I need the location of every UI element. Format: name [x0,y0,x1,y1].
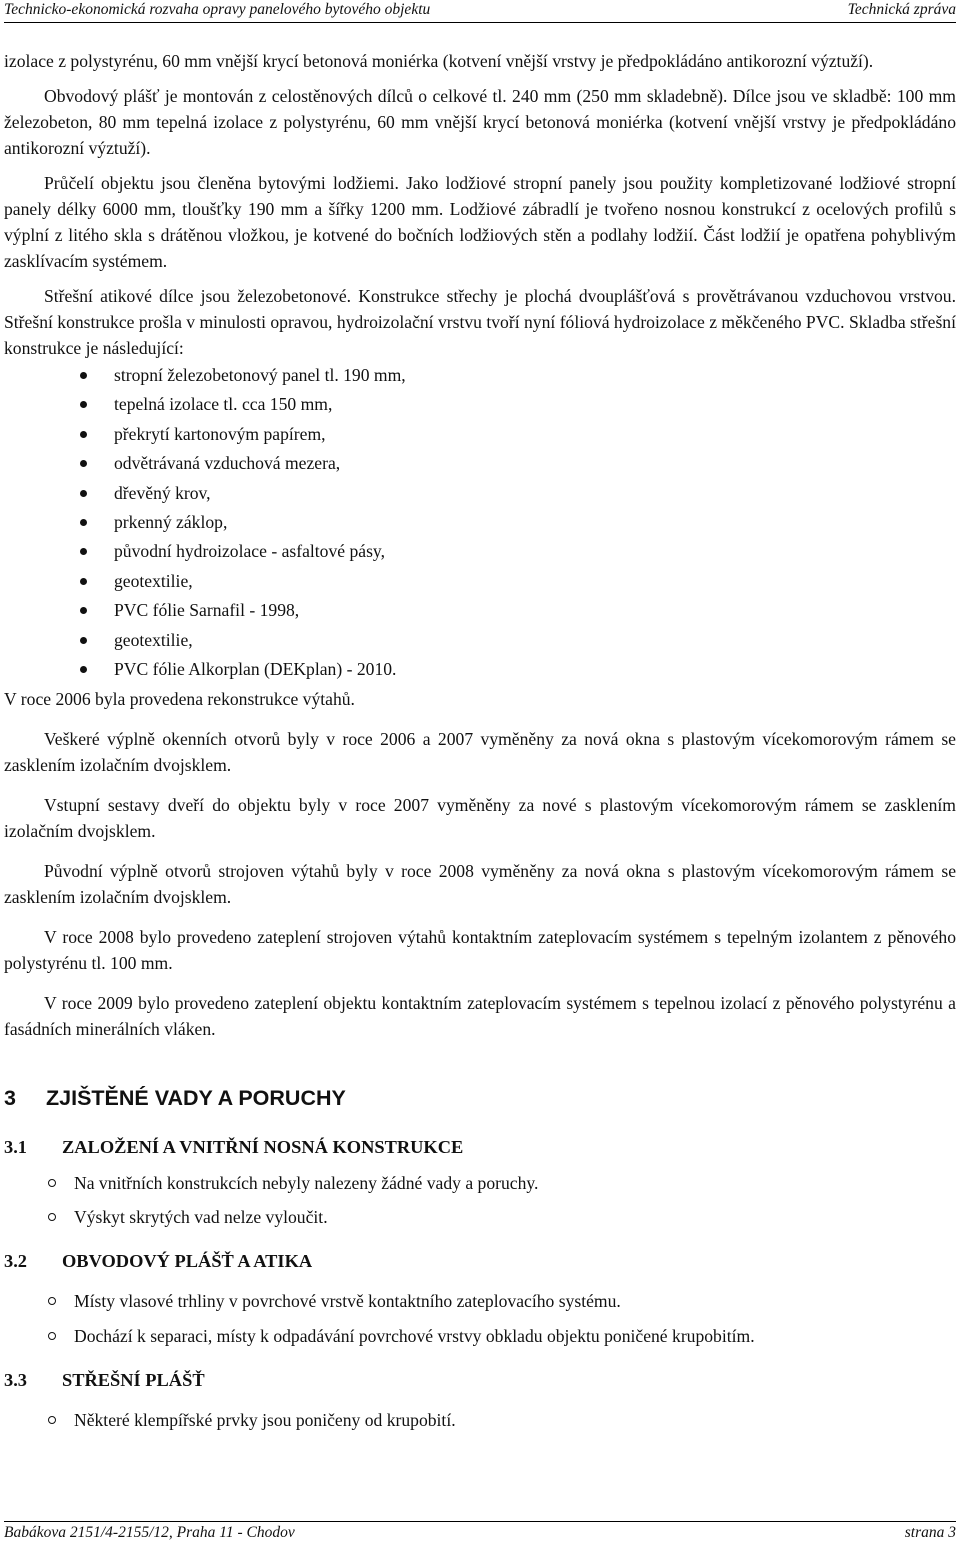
bullet-icon [80,578,87,585]
paragraph: V roce 2008 bylo provedeno zateplení strojoven výtahů kontaktním zateplovacím systémem s tepelným izolantem z pěnového polystyrénu tl. 100 mm. [4,927,956,974]
list-item: Dochází k separaci, místy k odpadávání povrchové vrstvy obkladu objektu poničené krupobitím. [4,1323,956,1349]
bullet-icon [80,431,87,438]
circle-bullet-icon [48,1416,56,1424]
section-heading [4,1084,956,1112]
list-item: překrytí kartonovým papírem, [4,420,956,449]
list-item: PVC fólie Alkorplan (DEKplan) - 2010. [4,655,956,684]
circle-bullet-icon [48,1213,56,1221]
paragraph: Střešní atikové dílce jsou železobetonové. Konstrukce střechy je plochá dvouplášťová s provětrávanou vzduchovou vrstvou. Střešní konstrukce prošla v minulosti opravou, hydroizolační vrstvu tvoří nyní fóliová hydroizolace z měkčeného PVC. Skladba střešní konstrukce je následující: [4,286,956,358]
paragraph: V roce 2006 byla provedena rekonstrukce výtahů. [4,689,355,710]
findings-list [4,1170,956,1230]
circle-bullet-icon [48,1297,56,1305]
document-page [4,0,956,1546]
paragraph: Původní výplně otvorů strojoven výtahů byly v roce 2008 vyměněny za nová okna s plastovým vícekomorovým rámem se zasklením izolačním dvojsklem. [4,861,956,908]
section-title: ZJIŠTĚNÉ VADY A PORUCHY [46,1086,346,1111]
subsection-title: OBVODOVÝ PLÁŠŤ A ATIKA [62,1251,313,1272]
list-item: prkenný záklop, [4,508,956,537]
list-item: původní hydroizolace - asfaltové pásy, [4,537,956,566]
bullet-icon [80,519,87,526]
findings-list [4,1288,956,1349]
header-doc-type: Technická zpráva [847,1,956,18]
list-item: Výskyt skrytých vad nelze vyloučit. [4,1204,956,1230]
paragraph: Obvodový plášť je montován z celostěnových dílců o celkové tl. 240 mm (250 mm skladebně). Dílce jsou ve skladbě: 100 mm železobeton, 80 mm tepelná izolace z polystyrénu, 60 mm vnější krycí betonová moniérka (kotvení vnější vrstvy je předpokládáno antikorozní výztuží). [4,86,956,158]
list-item: odvětrávaná vzduchová mezera, [4,449,956,478]
footer-address: Babákova 2151/4-2155/12, Praha 11 - Chodov [4,1524,295,1541]
page-header [4,0,956,23]
subsection-number: 3.3 [4,1370,27,1391]
bullet-icon [80,548,87,555]
header-title: Technicko-ekonomická rozvaha opravy panelového bytového objektu [4,1,431,18]
subsection-title: STŘEŠNÍ PLÁŠŤ [62,1370,205,1391]
page-number: strana 3 [904,1524,956,1541]
circle-bullet-icon [48,1332,56,1340]
list-item: geotextilie, [4,626,956,655]
subsection-heading [4,1367,956,1393]
subsection-number: 3.2 [4,1251,27,1272]
paragraph: Veškeré výplně okenních otvorů byly v roce 2006 a 2007 vyměněny za nová okna s plastovým vícekomorovým rámem se zasklením izolačním dvojsklem. [4,729,956,776]
list-item: dřevěný krov, [4,479,956,508]
roof-layers-list [4,361,956,684]
bullet-icon [80,401,87,408]
list-item: Některé klempířské prvky jsou poničeny od krupobití. [4,1407,956,1433]
circle-bullet-icon [48,1179,56,1187]
list-item: tepelná izolace tl. cca 150 mm, [4,390,956,419]
section-number: 3 [4,1086,16,1111]
paragraph: Průčelí objektu jsou členěna bytovými lodžiemi. Jako lodžiové stropní panely jsou použity kompletizované lodžiové stropní panely délky 6000 mm, tloušťky 190 mm a šířky 1200 mm. Lodžiové zábradlí je tvořeno nosnou konstrukcí z ocelových profilů s výplní z litého skla s drátěnou vložkou, je kotvené do bočních lodžiových stěn a podlahy lodžií. Část lodžií je opatřena pohyblivým zasklívacím systémem. [4,173,956,271]
bullet-icon [80,372,87,379]
page-content [4,48,956,1433]
subsection-title: ZALOŽENÍ A VNITŘNÍ NOSNÁ KONSTRUKCE [62,1137,464,1158]
page-footer [4,1521,956,1546]
list-item: PVC fólie Sarnafil - 1998, [4,596,956,625]
bullet-icon [80,460,87,467]
list-item: stropní železobetonový panel tl. 190 mm, [4,361,956,390]
list-item: Místy vlasové trhliny v povrchové vrstvě kontaktního zateplovacího systému. [4,1288,956,1314]
subsection-heading [4,1248,956,1274]
bullet-icon [80,607,87,614]
list-item: Na vnitřních konstrukcích nebyly nalezeny žádné vady a poruchy. [4,1170,956,1196]
list-item: geotextilie, [4,567,956,596]
paragraph: Vstupní sestavy dveří do objektu byly v roce 2007 vyměněny za nové s plastovým vícekomorovým rámem se zasklením izolačním dvojsklem. [4,795,956,842]
bullet-icon [80,666,87,673]
findings-list [4,1407,956,1433]
paragraph: izolace z polystyrénu, 60 mm vnější krycí betonová moniérka (kotvení vnější vrstvy je předpokládáno antikorozní výztuží). [4,51,874,71]
bullet-icon [80,637,87,644]
bullet-icon [80,490,87,497]
paragraph: V roce 2009 bylo provedeno zateplení objektu kontaktním zateplovacím systémem s tepelnou izolací z pěnového polystyrénu a fasádních minerálních vláken. [4,993,956,1040]
subsection-number: 3.1 [4,1137,27,1158]
subsection-heading [4,1134,956,1160]
